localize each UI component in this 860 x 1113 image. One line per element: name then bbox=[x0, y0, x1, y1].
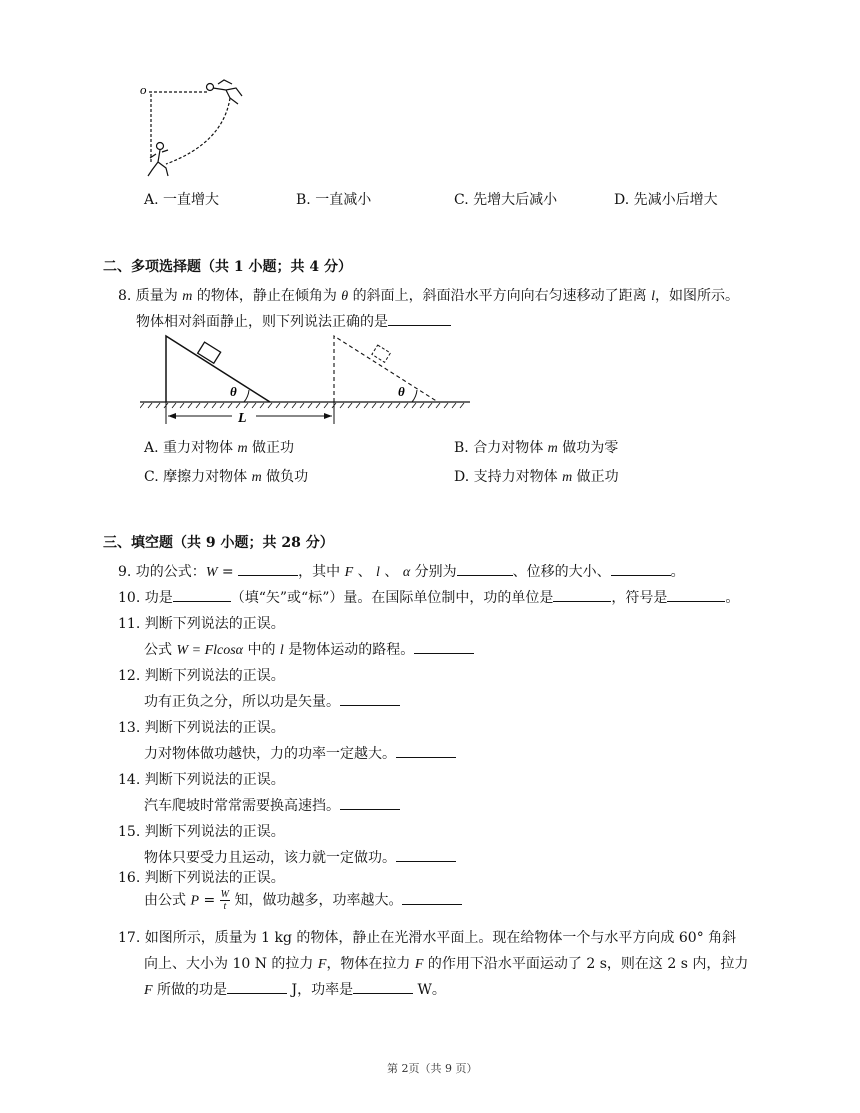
q11-answer-blank[interactable] bbox=[414, 641, 474, 654]
q8-incline-figure bbox=[140, 332, 470, 428]
q7-option-c[interactable]: C. 先增大后减小 bbox=[454, 192, 558, 208]
q17-power-blank[interactable] bbox=[353, 981, 413, 994]
q14-answer-blank[interactable] bbox=[340, 797, 400, 810]
q10-blank-2[interactable] bbox=[553, 589, 611, 602]
q10: 10. 功是 （填“矢”或“标”）量。在国际单位制中，功的单位是 ，符号是 。 bbox=[118, 590, 740, 606]
q15-stem: 15. 判断下列说法的正误。 bbox=[118, 824, 285, 840]
q9: 9. 功的公式：W = ，其中 F 、 l 、 α 分别为 、位移的大小、 。 bbox=[118, 564, 685, 580]
q16-statement: 由公式 P = $\frac{W}{t}$ 知，做功越多，功率越大。 bbox=[144, 889, 462, 912]
q13-statement: 力对物体做功越快，力的功率一定越大。 bbox=[144, 743, 456, 763]
q13-answer-blank[interactable] bbox=[396, 745, 456, 758]
q9-blank-1[interactable] bbox=[238, 563, 298, 576]
page-footer: 第 2页（共 9 页） bbox=[387, 1062, 478, 1075]
q17-line3: F 所做的功是 J，功率是 W。 bbox=[144, 982, 446, 998]
q8-option-c[interactable]: C. 摩擦力对物体 m 做负功 bbox=[144, 469, 309, 485]
q8-theta-label-2: θ bbox=[398, 384, 405, 399]
section2-title: 二、多项选择题（共 1 小题；共 4 分） bbox=[103, 259, 352, 275]
power-formula-fraction: $\frac{W}{t}$ bbox=[220, 889, 229, 912]
q8-theta-label-1: θ bbox=[230, 384, 237, 399]
q7-option-b[interactable]: B. 一直减小 bbox=[296, 192, 372, 208]
q17-line2: 向上、大小为 10 N 的拉力 F，物体在拉力 F 的作用下沿水平面运动了 2 s，则在这 2 s 内，拉力 bbox=[144, 956, 749, 972]
q17-line1: 17. 如图所示，质量为 1 kg 的物体，静止在光滑水平面上。现在给物体一个与水平方向成 60° 角斜 bbox=[118, 930, 737, 946]
q17-work-blank[interactable] bbox=[227, 981, 287, 994]
q14-statement: 汽车爬坡时常常需要换高速挡。 bbox=[144, 795, 400, 815]
q11-statement: 公式 W = Flcosα 中的 l 是物体运动的路程。 bbox=[144, 639, 474, 659]
q8-stem-line2: 物体相对斜面静止，则下列说法正确的是 bbox=[136, 311, 451, 331]
q7-option-a[interactable]: A. 一直增大 bbox=[144, 192, 220, 208]
q15-statement: 物体只要受力且运动，该力就一定做功。 bbox=[144, 847, 456, 867]
q13-stem: 13. 判断下列说法的正误。 bbox=[118, 720, 285, 736]
q16-stem: 16. 判断下列说法的正误。 bbox=[118, 870, 285, 886]
q8-distance-label: L bbox=[238, 411, 247, 426]
q12-statement: 功有正负之分，所以功是矢量。 bbox=[144, 691, 400, 711]
q10-blank-3[interactable] bbox=[667, 589, 725, 602]
q9-blank-3[interactable] bbox=[611, 563, 671, 576]
q8-stem-line1: 8. 质量为 m 的物体，静止在倾角为 θ 的斜面上，斜面沿水平方向向右匀速移动了距离 l，如图所示。 bbox=[118, 288, 739, 304]
q11-stem: 11. 判断下列说法的正误。 bbox=[118, 616, 285, 632]
section3-title: 三、填空题（共 9 小题；共 28 分） bbox=[103, 535, 334, 551]
q8-option-d[interactable]: D. 支持力对物体 m 做正功 bbox=[454, 469, 619, 485]
q9-blank-2[interactable] bbox=[457, 563, 513, 576]
q8-option-b[interactable]: B. 合力对物体 m 做功为零 bbox=[454, 440, 619, 456]
q10-blank-1[interactable] bbox=[173, 589, 231, 602]
q7-option-d[interactable]: D. 先减小后增大 bbox=[614, 192, 718, 208]
pivot-label: o bbox=[140, 82, 147, 97]
q12-stem: 12. 判断下列说法的正误。 bbox=[118, 668, 285, 684]
q14-stem: 14. 判断下列说法的正误。 bbox=[118, 772, 285, 788]
q15-answer-blank[interactable] bbox=[396, 849, 456, 862]
q8-option-a[interactable]: A. 重力对物体 m 做正功 bbox=[144, 440, 295, 456]
q16-answer-blank[interactable] bbox=[402, 892, 462, 905]
q7-pendulum-figure bbox=[138, 78, 250, 180]
q8-answer-blank[interactable] bbox=[388, 313, 451, 326]
q12-answer-blank[interactable] bbox=[340, 693, 400, 706]
